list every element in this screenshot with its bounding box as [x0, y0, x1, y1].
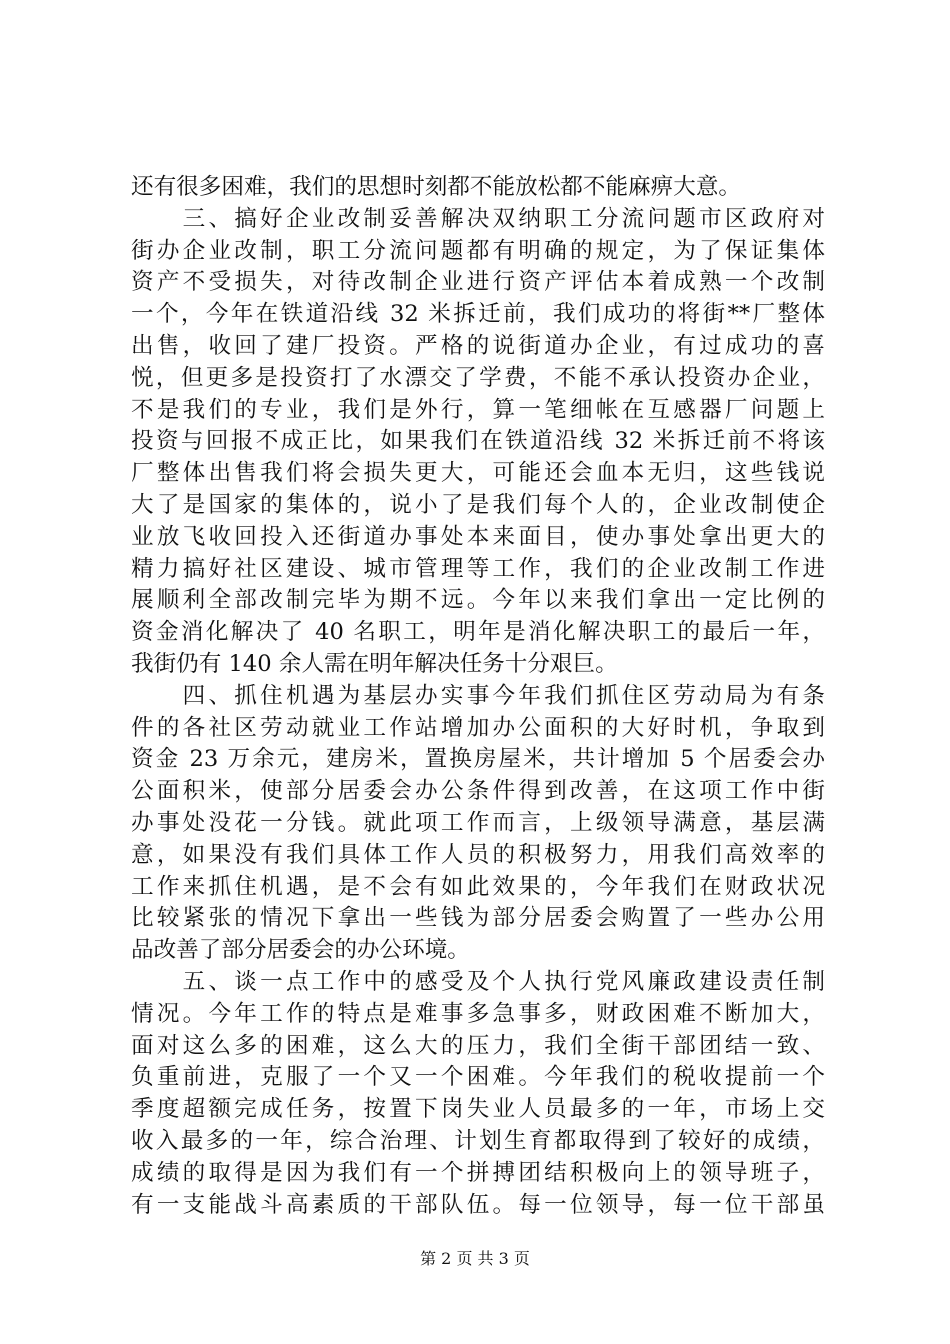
- body-line: 品改善了部分居委会的办公环境。: [131, 937, 470, 964]
- body-line: 资产不受损失，对待改制企业进行资产评估本着成熟一个改制: [131, 269, 825, 296]
- body-line: 办事处没花一分钱。就此项工作而言，上级领导满意，基层满: [131, 809, 825, 836]
- body-line: 比较紧张的情况下拿出一些钱为部分居委会购置了一些办公用: [131, 905, 825, 932]
- body-line: 大了是国家的集体的，说小了是我们每个人的，企业改制使企: [131, 491, 825, 518]
- body-line: 资金消化解决了 40 名职工，明年是消化解决职工的最后一年，: [131, 619, 825, 646]
- body-line: 资金 23 万余元，建房米，置换房屋米，共计增加 5 个居委会办: [131, 746, 825, 773]
- body-line: 悦，但更多是投资打了水漂交了学费，不能不承认投资办企业，: [131, 364, 825, 391]
- body-line: 街办企业改制，职工分流问题都有明确的规定，为了保证集体: [131, 237, 825, 264]
- body-line: 精力搞好社区建设、城市管理等工作，我们的企业改制工作进: [131, 555, 825, 582]
- body-line: 五、谈一点工作中的感受及个人执行党风廉政建设责任制: [131, 968, 825, 995]
- body-line: 意，如果没有我们具体工作人员的积极努力，用我们高效率的: [131, 841, 825, 868]
- body-line: 厂整体出售我们将会损失更大，可能还会血本无归，这些钱说: [131, 460, 825, 487]
- body-line: 季度超额完成任务，按置下岗失业人员最多的一年，市场上交: [131, 1096, 825, 1123]
- body-line: 还有很多困难，我们的思想时刻都不能放松都不能麻痹大意。: [131, 174, 742, 200]
- body-line: 不是我们的专业，我们是外行，算一笔细帐在互感器厂问题上: [131, 396, 825, 423]
- body-line: 投资与回报不成正比，如果我们在铁道沿线 32 米拆迁前不将该: [131, 428, 825, 455]
- body-line: 业放飞收回投入还街道办事处本来面目，使办事处拿出更大的: [131, 523, 825, 550]
- body-line: 四、抓住机遇为基层办实事今年我们抓住区劳动局为有条: [131, 682, 825, 709]
- body-line: 成绩的取得是因为我们有一个拼搏团结积极向上的领导班子，: [131, 1159, 825, 1186]
- body-line: 三、搞好企业改制妥善解决双纳职工分流问题市区政府对: [131, 205, 825, 232]
- body-line: 我街仍有 140 余人需在明年解决任务十分艰巨。: [131, 650, 618, 677]
- body-line: 有一支能战斗高素质的干部队伍。每一位领导，每一位干部虽: [131, 1191, 825, 1218]
- body-line: 工作来抓住机遇，是不会有如此效果的，今年我们在财政状况: [131, 873, 825, 900]
- body-line: 出售，收回了建厂投资。严格的说街道办企业，有过成功的喜: [131, 332, 825, 359]
- body-line: 面对这么多的困难，这么大的压力，我们全街干部团结一致、: [131, 1032, 825, 1059]
- body-line: 展顺利全部改制完毕为期不远。今年以来我们拿出一定比例的: [131, 587, 825, 614]
- body-line: 情况。今年工作的特点是难事多急事多，财政困难不断加大，: [131, 1000, 825, 1027]
- document-body: [131, 172, 825, 1221]
- page-footer: 第 2 页 共 3 页: [420, 1249, 530, 1268]
- body-line: 一个，今年在铁道沿线 32 米拆迁前，我们成功的将街**厂整体: [131, 301, 825, 328]
- body-line: 收入最多的一年，综合治理、计划生育都取得到了较好的成绩，: [131, 1127, 825, 1154]
- body-line: 负重前进，克服了一个又一个困难。今年我们的税收提前一个: [131, 1064, 825, 1091]
- body-line: 件的各社区劳动就业工作站增加办公面积的大好时机，争取到: [131, 714, 825, 741]
- body-line: 公面积米，使部分居委会办公条件得到改善，在这项工作中街: [131, 778, 825, 805]
